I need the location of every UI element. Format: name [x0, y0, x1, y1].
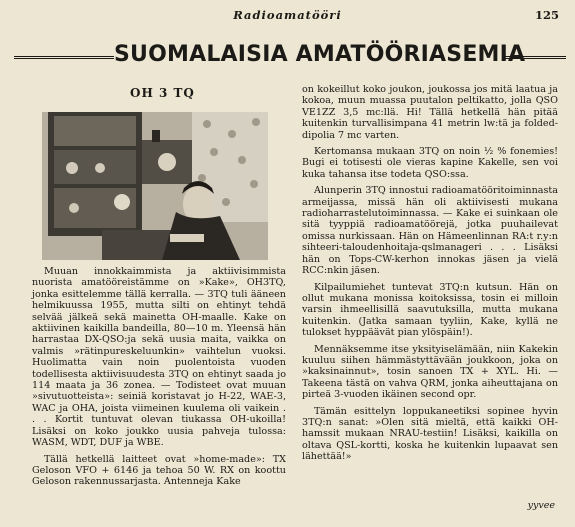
author-signature: yyvee [527, 500, 555, 511]
magazine-title: Radioamatööri [233, 8, 342, 22]
paragraph: Tämän esittelyn loppukaneetiksi sopinee hyvin 3TQ:n sanat: »Olen sitä mieltä, että kaikki OH-hamssit mukaan NRAU-testiin! Lisäksi, kaikilla on oltava QSL-kortti, koska he kuitenkin lupaavat sen lähettää!» [302, 405, 558, 463]
paragraph: on kokeillut koko joukon, joukossa jos mitä laatua ja kokoa, muun muassa puutalon peltikatto, jolla QSO VE1ZZ 3,5 mc:llä. Hi! Tällä hetkellä hän pitää kuitenkin turvallisimpana 41 metrin lw:tä ja folded-dipolia 7 mc varten. [302, 84, 558, 141]
right-text-column [302, 84, 558, 468]
photo-operator-at-station-icon [42, 112, 268, 260]
article-heading-banner [14, 42, 566, 82]
heading-rule-left [14, 56, 114, 59]
paragraph: Alunperin 3TQ innostui radioamatööritoiminnasta armeijassa, missä hän oli aktiivisesti mukana radioharrastelutoiminnassa. — Kake ei suinkaan ole sitä tyyppiä radioamatöörejä, jotka puuhailevat omissa nurkissaan. Hän on Hämeenlinnan RA:t r.y:n sihteeri-taloudenhoitaja-qslmanageri . . . Lisäksi hän on Tops-CW-kerhon innokas jäsen ja vielä RCC:nkin jäsen. [302, 185, 558, 277]
page-number: 125 [534, 8, 559, 22]
heading-rule-right [502, 56, 566, 59]
station-callsign: OH 3 TQ [130, 86, 195, 100]
paragraph: Muuan innokkaimmista ja aktiivisimmista nuorista amatööreistämme on »Kake», OH3TQ, jonka esittelemme tällä kerralla. — 3TQ tuli ääneen helmikuussa 1955, mutta silti on ehtinyt tehdä selvää jälkeä sekä mainetta OH-maalle. Kake on aktiivinen kaikilla bandeilla, 80—10 m. Yleensä hän harrastaa DX-QSO:ja sekä uusia maita, vaikka on valmis »rätinpureskeluunkin» vaihtelun vuoksi. Huolimatta vain noin puolentoista vuoden todellisesta aktiivisuudesta 3TQ on ehtinyt saada jo 114 maata ja 36 zonea. — Todisteet ovat muuan »sivutuotteista»: seiniä koristavat jo H-22, WAE-3, WAC ja OHA, joista viimeinen kuulema oli vaikein . . . Kortit tuntuvat olevan tiukassa OH-ukoilla! Lisäksi on koko joukko uusia pahveja tulossa: WASM, WDT, DUF ja WBE. [32, 266, 286, 449]
station-photo-drawing [42, 112, 268, 260]
paragraph: Kilpailumiehet tuntevat 3TQ:n kutsun. Hän on ollut mukana monissa koitoksissa, tosin ei milloin varsin ihmeellisillä saavutuksilla, mutta mukana kuitenkin. (Jatka samaan tyyliin, Kake, kyllä ne tulokset hyppäävät pian ylöspäin!). [302, 281, 558, 339]
paragraph: Tällä hetkellä laitteet ovat »home-made»: TX Geloson VFO + 6146 ja tehoa 50 W. RX on koottu Geloson rakennussarjasta. Antenneja Kake [32, 453, 286, 488]
running-head [0, 8, 575, 28]
paragraph: Mennäksemme itse yksityiselämään, niin Kakekin kuuluu siihen hämmästyttävään joukkoon, joka on »kaksinainnut», tosin sanoen TX + XYL. Hi. — Takeena tästä on vahva QRM, jonka aiheuttajana on pirteä 3-vuoden ikäinen second opr. [302, 343, 558, 401]
paragraph: Kertomansa mukaan 3TQ on noin ½ % fonemies! Bugi ei totisesti ole vieras kapine Kakelle, sen voi kuka tahansa itse todeta QSO:ssa. [302, 146, 558, 180]
left-text-column [32, 266, 286, 493]
article-heading: SUOMALAISIA AMATÖÖRIASEMIA [114, 42, 526, 67]
